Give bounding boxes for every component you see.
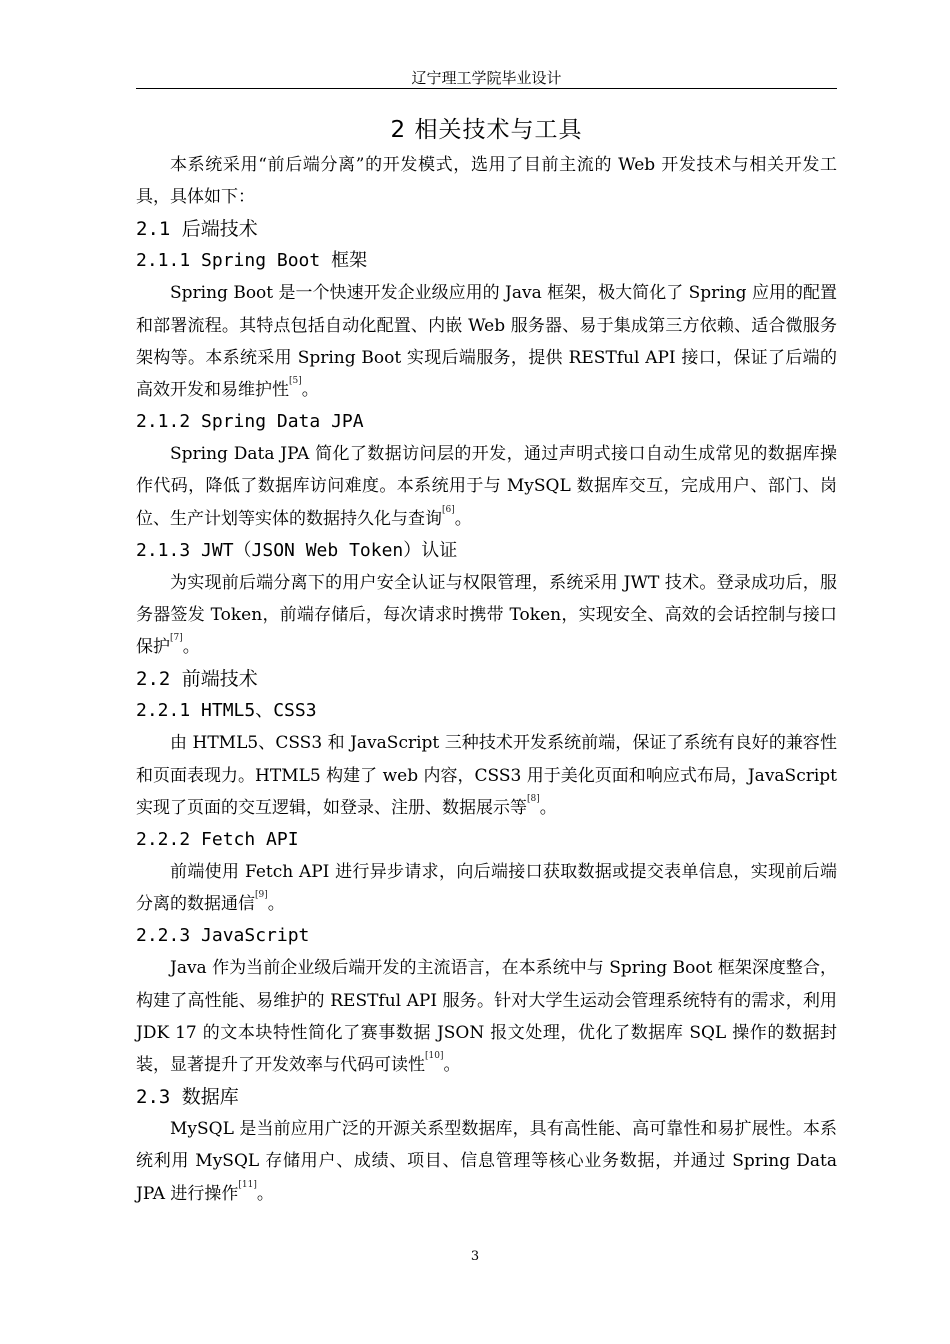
paragraph-text: 前端使用 Fetch API 进行异步请求，向后端接口获取数据或提交表单信息，实现前后端分离的数据通信 bbox=[136, 862, 837, 915]
citation-6: [6] bbox=[442, 504, 455, 515]
paragraph-database bbox=[136, 1113, 837, 1210]
section-heading-2-1-3: 2.1.3 JWT（JSON Web Token）认证 bbox=[136, 539, 458, 561]
citation-11: [11] bbox=[238, 1179, 257, 1190]
section-heading-2-2: 2.2 前端技术 bbox=[136, 668, 258, 691]
section-heading-2-1-1: 2.1.1 Spring Boot 框架 bbox=[136, 250, 368, 272]
paragraph-text: Java 作为当前企业级后端开发的主流语言，在本系统中与 Spring Boot 框架深度整合，构建了高性能、易维护的 RESTful API 服务。针对大学生运动会管理系统特有的需求，利用 JDK 17 的文本块特性简化了赛事数据 JSON 报文处理，优化了数据库 SQL 操作的数据封装，显著提升了开发效率与代码可读性 bbox=[136, 958, 837, 1076]
paragraph-spring-boot bbox=[136, 277, 837, 406]
paragraph-spring-data-jpa bbox=[136, 438, 837, 535]
chapter-title: 2 相关技术与工具 bbox=[390, 117, 583, 143]
citation-5: [5] bbox=[289, 376, 302, 387]
section-heading-2-1-2: 2.1.2 Spring Data JPA bbox=[136, 411, 364, 433]
paragraph-text: Spring Boot 是一个快速开发企业级应用的 Java 框架，极大简化了 Spring 应用的配置和部署流程。其特点包括自动化配置、内嵌 Web 服务器、易于集成第三方依赖、适合微服务架构等。本系统采用 Spring Boot 实现后端服务，提供 RESTful API 接口，保证了后端的高效开发和易维护性 bbox=[136, 283, 837, 401]
paragraph-jwt bbox=[136, 567, 837, 664]
section-heading-2-1: 2.1 后端技术 bbox=[136, 218, 258, 241]
citation-9: [9] bbox=[255, 890, 268, 901]
period: 。 bbox=[256, 1183, 274, 1204]
section-heading-2-2-3: 2.2.3 JavaScript bbox=[136, 925, 310, 947]
citation-10: [10] bbox=[425, 1051, 444, 1062]
paragraph-text: 为实现前后端分离下的用户安全认证与权限管理，系统采用 JWT 技术。登录成功后，服务器签发 Token，前端存储后，每次请求时携带 Token，实现安全、高效的会话控制与接口保护 bbox=[136, 572, 837, 658]
section-heading-2-3: 2.3 数据库 bbox=[136, 1086, 239, 1109]
paragraph-text: Spring Data JPA 简化了数据访问层的开发，通过声明式接口自动生成常见的数据库操作代码，降低了数据库访问难度。本系统用于与 MySQL 数据库交互，完成用户、部门、岗位、生产计划等实体的数据持久化与查询 bbox=[136, 444, 837, 529]
paragraph-html5-css3 bbox=[136, 727, 837, 824]
page-content bbox=[136, 113, 837, 1210]
paragraph-javascript bbox=[136, 952, 837, 1081]
citation-8: [8] bbox=[527, 793, 540, 804]
period: 。 bbox=[301, 380, 319, 401]
running-header: 辽宁理工学院毕业设计 bbox=[411, 69, 562, 87]
page-number: 3 bbox=[470, 1249, 480, 1264]
section-heading-2-2-2: 2.2.2 Fetch API bbox=[136, 829, 299, 851]
paragraph-text: 由 HTML5、CSS3 和 JavaScript 三种技术开发系统前端，保证了系统有良好的兼容性和页面表现力。HTML5 构建了 web 内容，CSS3 用于美化页面和响应式布局，JavaScript 实现了页面的交互逻辑，如登录、注册、数据展示等 bbox=[136, 733, 837, 818]
period: 。 bbox=[454, 508, 472, 529]
period: 。 bbox=[267, 894, 285, 915]
paragraph-text: MySQL 是当前应用广泛的开源关系型数据库，具有高性能、高可靠性和易扩展性。本系统利用 MySQL 存储用户、成绩、项目、信息管理等核心业务数据，并通过 Spring Data JPA 进行操作 bbox=[136, 1119, 837, 1204]
period: 。 bbox=[443, 1055, 461, 1076]
period: 。 bbox=[182, 637, 200, 658]
header-rule bbox=[136, 88, 837, 89]
intro-paragraph: 本系统采用“前后端分离”的开发模式，选用了目前主流的 Web 开发技术与相关开发工具，具体如下： bbox=[136, 155, 837, 208]
section-heading-2-2-1: 2.2.1 HTML5、CSS3 bbox=[136, 700, 317, 722]
period: 。 bbox=[539, 797, 557, 818]
paragraph-fetch-api bbox=[136, 856, 837, 920]
citation-7: [7] bbox=[170, 633, 183, 644]
